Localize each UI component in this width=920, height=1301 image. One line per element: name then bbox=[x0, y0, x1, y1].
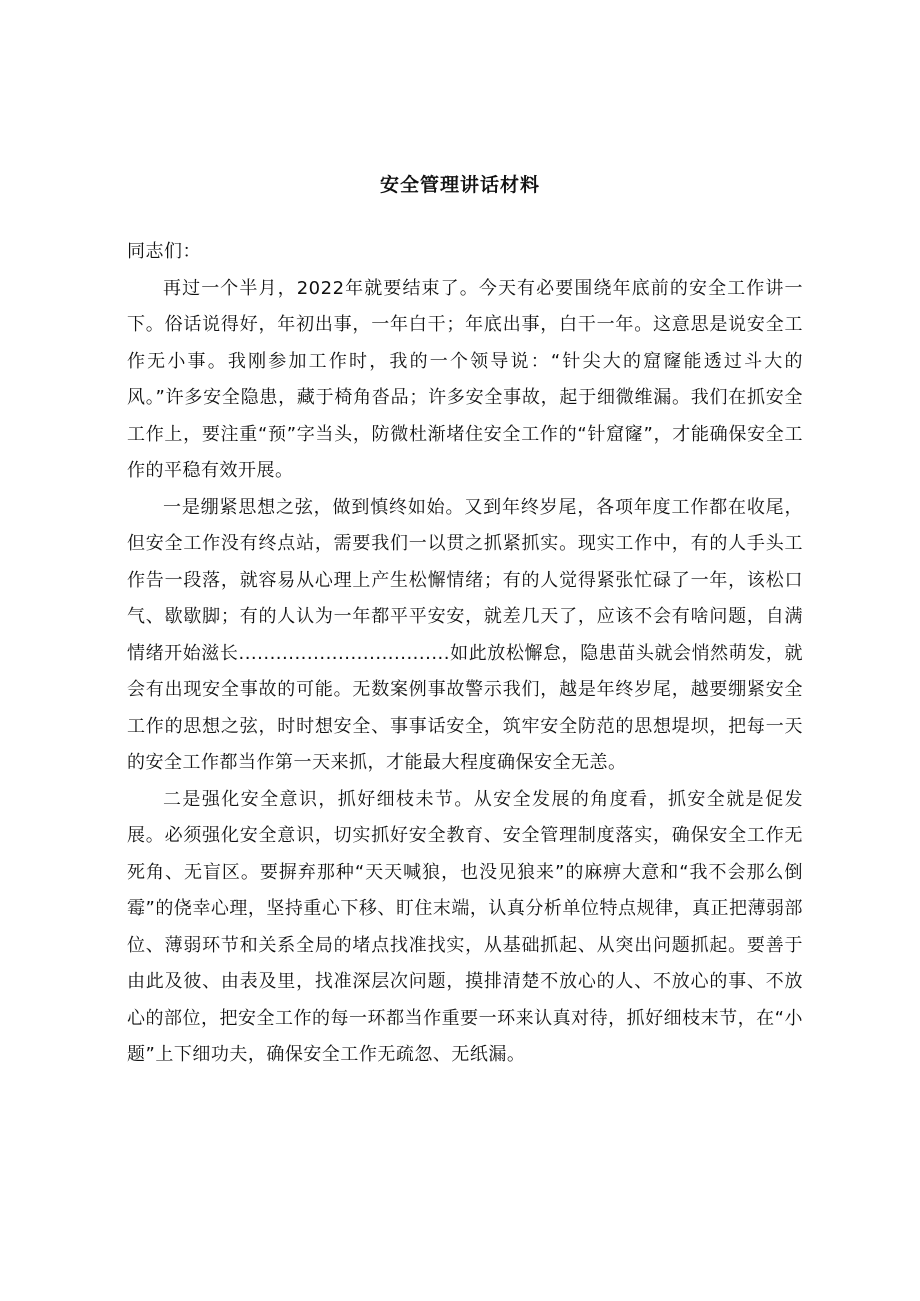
document-body bbox=[127, 234, 803, 1074]
salutation: 同志们： bbox=[127, 241, 201, 262]
paragraph-intro: 再过一个半月，2022年就要结束了。今天有必要围绕年底前的安全工作讲一下。俗话说得好，年初出事，一年白干；年底出事，白干一年。这意思是说安全工作无小事。我刚参加工作时，我的一个领导说：“针尖大的窟窿能透过斗大的风。”许多安全隐患，藏于椅角沓品；许多安全事故，起于细微维漏。我们在抓安全工作上，要注重“预”字当头，防微杜渐堵住安全工作的“针窟窿”，才能确保安全工作的平稳有效开展。 bbox=[127, 277, 803, 481]
paragraph-point-one: 一是绷紧思想之弦，做到慎终如始。又到年终岁尾，各项年度工作都在收尾，但安全工作没有终点站，需要我们一以贯之抓紧抓实。现实工作中，有的人手头工作告一段落，就容易从心理上产生松懈情绪；有的人觉得紧张忙碌了一年，该松口气、歇歇脚；有的人认为一年都平平安安，就差几天了，应该不会有啥问题，自满情绪开始滋长..................................如此放松懈怠，隐患苗头就会悄然萌发，就会有出现安全事故的可能。无数案例事故警示我们，越是年终岁尾，越要绷紧安全工作的思想之弦，时时想安全、事事话安全，筑牢安全防范的思想堤坝，把每一天的安全工作都当作第一天来抓，才能最大程度确保安全无恙。 bbox=[127, 496, 803, 773]
document-title: 安全管理讲话材料 bbox=[379, 174, 540, 196]
paragraph-point-two: 二是强化安全意识，抓好细枝未节。从安全发展的角度看，抓安全就是促发展。必须强化安全意识，切实抓好安全教育、安全管理制度落实，确保安全工作无死角、无盲区。要摒弃那种“天天喊狼，也没见狼来”的麻痹大意和“我不会那么倒霉”的侥幸心理，坚持重心下移、盯住末端，认真分析单位特点规律，真正把薄弱部位、薄弱环节和关系全局的堵点找准找实，从基础抓起、从突出问题抓起。要善于由此及彼、由表及里，找准深层次问题，摸排清楚不放心的人、不放心的事、不放心的部位，把安全工作的每一环都当作重要一环来认真对待，抓好细枝末节，在“小题”上下细功夫，确保安全工作无疏忽、无纸漏。 bbox=[127, 788, 803, 1065]
